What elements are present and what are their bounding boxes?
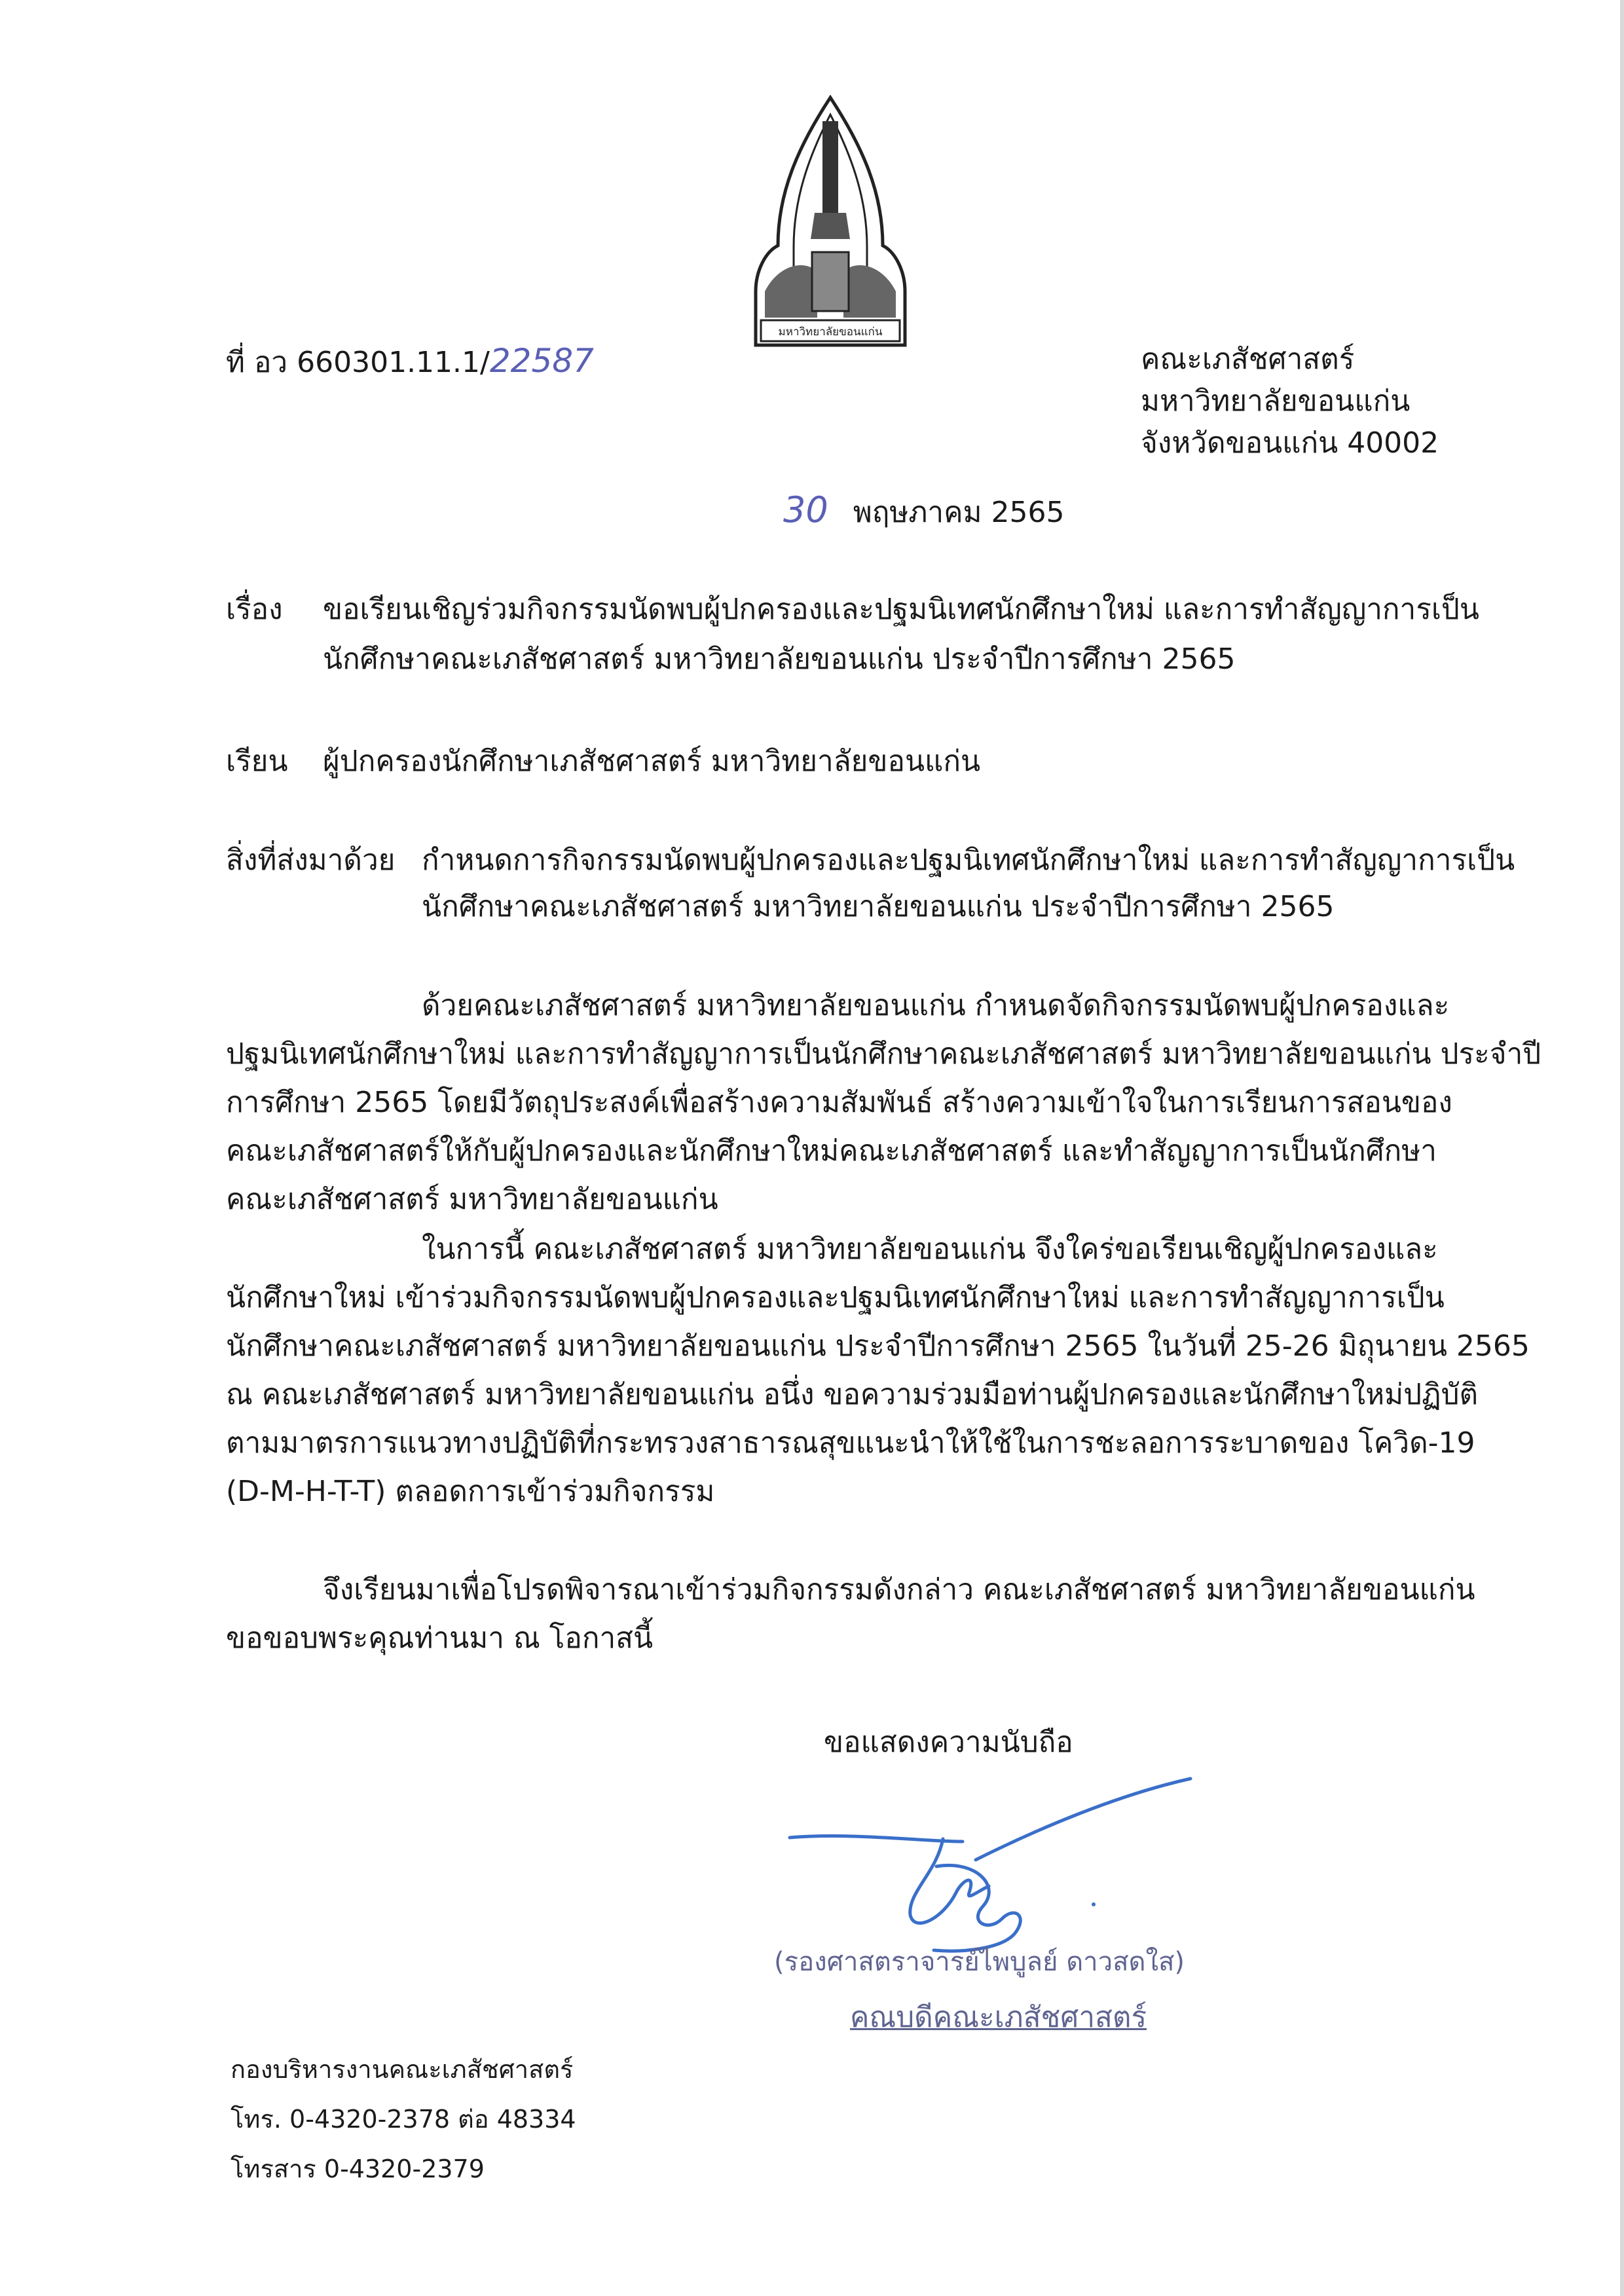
signatory-position: คณบดีคณะเภสัชศาสตร์ — [850, 2001, 1147, 2034]
paragraph-1-line: คณะเภสัชศาสตร์ให้กับผู้ปกครองและนักศึกษาใหม่คณะเภสัชศาสตร์ และทำสัญญาการเป็นนักศึกษา — [226, 1134, 1437, 1168]
paragraph-2-line: (D-M-H-T-T) ตลอดการเข้าร่วมกิจกรรม — [226, 1475, 715, 1508]
subject-line-1: ขอเรียนเชิญร่วมกิจกรรมนัดพบผู้ปกครองและปฐมนิเทศนักศึกษาใหม่ และการทำสัญญาการเป็น — [323, 593, 1479, 626]
subject-label: เรื่อง — [226, 593, 283, 626]
signatory-name: (รองศาสตราจารย์ไพบูลย์ ดาวสดใส) — [774, 1947, 1185, 1977]
university-emblem — [752, 95, 909, 350]
date-month-year: พฤษภาคม 2565 — [853, 496, 1065, 529]
sender-line: จังหวัดขอนแก่น 40002 — [1141, 426, 1439, 460]
reference-number-handwritten: 22587 — [489, 342, 594, 380]
paragraph-2-line: ในการนี้ คณะเภสัชศาสตร์ มหาวิทยาลัยขอนแก่น จึงใคร่ขอเรียนเชิญผู้ปกครองและ — [422, 1232, 1438, 1266]
enclosure-label: สิ่งที่ส่งมาด้วย — [226, 843, 396, 877]
paragraph-3-line: ขอขอบพระคุณท่านมา ณ โอกาสนี้ — [226, 1621, 654, 1655]
reference-line — [226, 341, 594, 383]
paragraph-2-line: ณ คณะเภสัชศาสตร์ มหาวิทยาลัยขอนแก่น อนึ่ง ขอความร่วมมือท่านผู้ปกครองและนักศึกษาใหม่ปฏิบัติ — [226, 1378, 1479, 1411]
footer-fax: โทรสาร 0-4320-2379 — [231, 2155, 485, 2183]
paragraph-2-line: นักศึกษาคณะเภสัชศาสตร์ มหาวิทยาลัยขอนแก่น ประจำปีการศึกษา 2565 ในวันที่ 25-26 มิถุนายน 2565 — [226, 1329, 1530, 1363]
paragraph-1-line: การศึกษา 2565 โดยมีวัตถุประสงค์เพื่อสร้างความสัมพันธ์ สร้างความเข้าใจในการเรียนการสอนของ — [226, 1086, 1452, 1119]
paragraph-1-line: ด้วยคณะเภสัชศาสตร์ มหาวิทยาลัยขอนแก่น กำหนดจัดกิจกรรมนัดพบผู้ปกครองและ — [422, 989, 1450, 1022]
paragraph-2-line: ตามมาตรการแนวทางปฏิบัติที่กระทรวงสาธารณสุขแนะนำให้ใช้ในการชะลอการระบาดของ โควิด-19 — [226, 1426, 1475, 1460]
scan-edge — [1620, 0, 1624, 2296]
subject-line-2: นักศึกษาคณะเภสัชศาสตร์ มหาวิทยาลัยขอนแก่น ประจำปีการศึกษา 2565 — [323, 642, 1236, 676]
reference-prefix: ที่ อว 660301.11.1/ — [226, 346, 490, 379]
footer-phone: โทร. 0-4320-2378 ต่อ 48334 — [231, 2105, 576, 2134]
handwritten-signature — [779, 1762, 1205, 1958]
paragraph-3-line: จึงเรียนมาเพื่อโปรดพิจารณาเข้าร่วมกิจกรรมดังกล่าว คณะเภสัชศาสตร์ มหาวิทยาลัยขอนแก่น — [323, 1573, 1475, 1606]
date-day-handwritten: 30 — [783, 489, 828, 530]
closing-phrase: ขอแสดงความนับถือ — [824, 1726, 1073, 1759]
paragraph-1-line: ปฐมนิเทศนักศึกษาใหม่ และการทำสัญญาการเป็นนักศึกษาคณะเภสัชศาสตร์ มหาวิทยาลัยขอนแก่น ประจำปี — [226, 1037, 1541, 1071]
footer-office: กองบริหารงานคณะเภสัชศาสตร์ — [231, 2055, 574, 2084]
sender-line: คณะเภสัชศาสตร์ — [1141, 343, 1355, 376]
recipient-label: เรียน — [226, 745, 288, 778]
enclosure-line-2: นักศึกษาคณะเภสัชศาสตร์ มหาวิทยาลัยขอนแก่น ประจำปีการศึกษา 2565 — [422, 890, 1335, 923]
letter-date — [783, 490, 1064, 533]
paragraph-2-line: นักศึกษาใหม่ เข้าร่วมกิจกรรมนัดพบผู้ปกครองและปฐมนิเทศนักศึกษาใหม่ และการทำสัญญาการเป็น — [226, 1281, 1445, 1314]
footer-contact — [231, 2045, 576, 2194]
sender-line: มหาวิทยาลัยขอนแก่น — [1141, 384, 1411, 418]
sender-address — [1141, 339, 1439, 464]
enclosure-line-1: กำหนดการกิจกรรมนัดพบผู้ปกครองและปฐมนิเทศนักศึกษาใหม่ และการทำสัญญาการเป็น — [422, 843, 1515, 877]
emblem-text: มหาวิทยาลัยขอนแก่น — [778, 325, 883, 339]
recipient-text: ผู้ปกครองนักศึกษาเภสัชศาสตร์ มหาวิทยาลัยขอนแก่น — [323, 745, 981, 778]
paragraph-1-line: คณะเภสัชศาสตร์ มหาวิทยาลัยขอนแก่น — [226, 1183, 718, 1216]
